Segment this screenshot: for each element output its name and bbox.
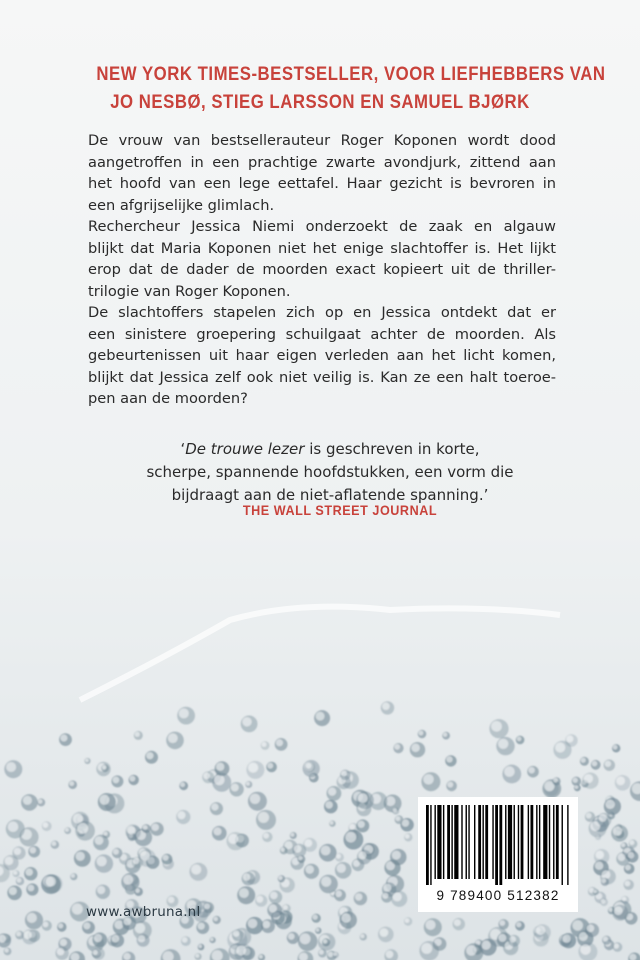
blurb-line: het hoofd van een lege eettafel. Haar gezicht is bevroren in (88, 175, 556, 192)
blurb-line: gebeurtenissen uit haar eigen verleden aan het licht komen, (88, 347, 556, 364)
barcode-bar (454, 805, 458, 879)
barcode-bar (508, 805, 512, 879)
barcode-bar (434, 805, 435, 879)
barcode-bar (518, 805, 519, 879)
barcode-bar (474, 805, 475, 879)
barcode-bar (514, 805, 515, 879)
barcode-bar (485, 805, 488, 879)
blurb-line: blijkt dat Maria Koponen niet het enige slachtoffer is. Het lijkt (88, 239, 556, 257)
barcode-bar (468, 805, 469, 879)
blurb-text (88, 130, 556, 410)
quote-book-title: De trouwe lezer (185, 440, 305, 458)
quote-line-2: scherpe, spannende hoofdstukken, een vorm die (146, 463, 514, 481)
barcode-bar (447, 805, 450, 879)
barcode-bar (553, 805, 554, 879)
barcode-bar (562, 805, 563, 885)
barcode-bar (451, 805, 452, 879)
barcode-bar (528, 805, 529, 879)
blurb-line: aangetroffen in een prachtige zwarte avondjurk, zittend aan (88, 153, 556, 171)
publisher-website: www.awbruna.nl (86, 904, 201, 920)
headline-line-1: NEW YORK TIMES-BESTSELLER, VOOR LIEFHEBBERS VAN (96, 63, 606, 85)
barcode-bar (530, 805, 533, 879)
barcode-bar (556, 805, 559, 879)
barcode-bar (543, 805, 547, 879)
barcode-bar (443, 805, 444, 879)
barcode-bar (482, 805, 483, 879)
quote-line-1 (120, 438, 540, 461)
barcode-bar (426, 805, 429, 885)
barcode-bar (549, 805, 550, 879)
quote-line-3: bijdraagt aan de niet-aflatende spanning.’ (171, 486, 489, 504)
press-quote (120, 438, 540, 507)
blurb-line: een afgrijselijke glimlach. (88, 196, 275, 214)
barcode-bar (536, 805, 537, 879)
barcode-bar (437, 805, 441, 879)
barcode-label (418, 797, 578, 912)
headline-line-2: JO NESBØ, STIEG LARSSON EN SAMUEL BJØRK (110, 91, 530, 113)
barcode-bar (495, 805, 498, 885)
quote-line-1-rest: is geschreven in korte, (304, 440, 480, 458)
blurb-line: blijkt dat Jessica zelf ook niet veilig is. Kan ze een halt toeroe- (88, 368, 556, 386)
blurb-line: Rechercheur Jessica Niemi onderzoekt de zaak en algauw (88, 218, 556, 235)
isbn-number: 9 789400 512382 (436, 888, 560, 903)
barcode-bars (426, 805, 570, 885)
barcode-bar (499, 805, 502, 885)
blurb-line: een sinistere groepering schuilgaat achter de moorden. Als (88, 325, 556, 343)
barcode-bar (478, 805, 481, 879)
barcode-bar (461, 805, 462, 879)
barcode-bar (505, 805, 506, 879)
barcode-bar (430, 805, 431, 885)
blurb-line: pen aan de moorden? (88, 390, 248, 407)
barcode-bar (539, 805, 540, 879)
barcode-bar (492, 805, 493, 879)
quote-open-mark: ‘ (180, 440, 186, 458)
headline (96, 60, 606, 116)
blurb-line: De vrouw van bestsellerauteur Roger Koponen wordt dood (88, 132, 556, 149)
barcode-bar (567, 805, 568, 885)
blurb-line: erop dat de dader de moorden exact kopieert uit de thriller- (88, 261, 556, 278)
quote-source: THE WALL STREET JOURNAL (242, 502, 438, 518)
blurb-line: De slachtoffers stapelen zich op en Jessica ontdekt dat er (88, 304, 556, 321)
barcode-bar (466, 805, 467, 879)
blurb-line: trilogie van Roger Koponen. (88, 282, 291, 300)
barcode-bar (521, 805, 524, 879)
